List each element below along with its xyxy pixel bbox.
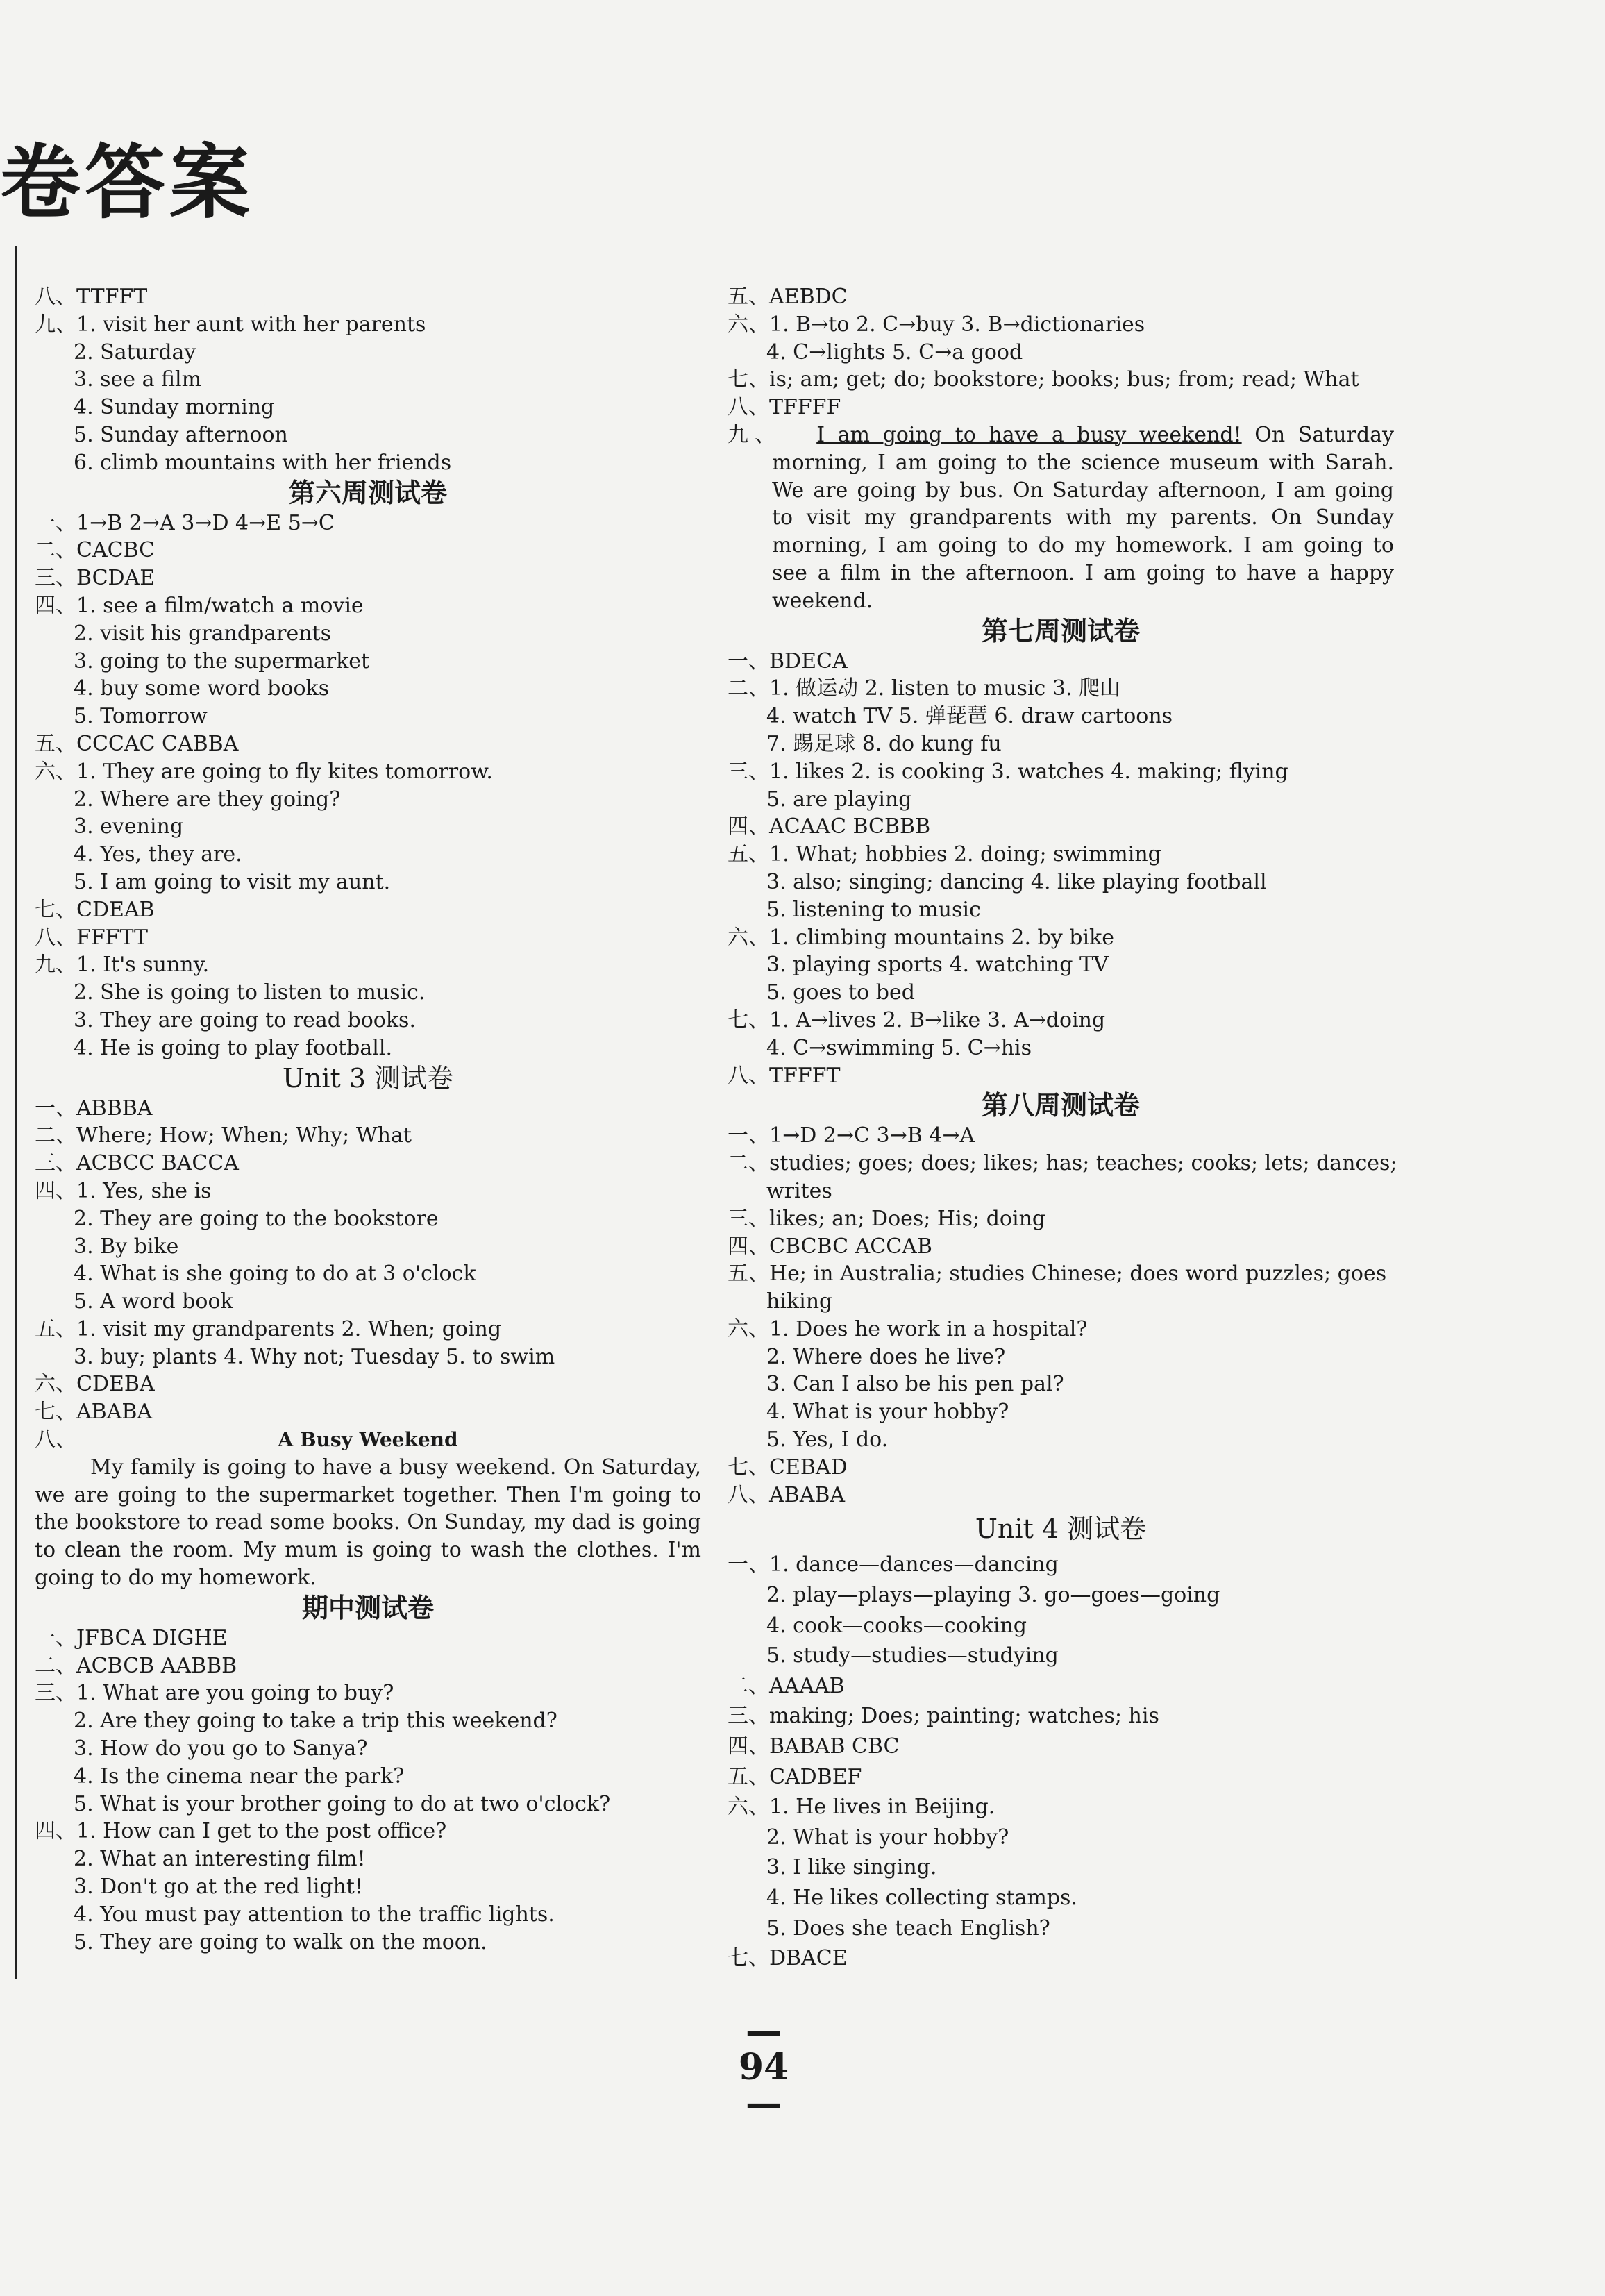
answer-line: 5. Tomorrow — [74, 704, 208, 729]
answer-line: 七、DBACE — [728, 1946, 848, 1971]
answer-line: 四、BABAB CBC — [728, 1734, 900, 1759]
answer-line: 二、ACBCB AABBB — [35, 1653, 237, 1678]
answer-line: 二、AAAAB — [728, 1673, 845, 1698]
answer-line: 6. climb mountains with her friends — [74, 450, 452, 475]
answer-line: 4. What is she going to do at 3 o'clock — [74, 1262, 476, 1287]
answer-line: 八、FFFTT — [35, 925, 149, 950]
answer-line: 一、1. dance—dances—dancing — [728, 1552, 1059, 1577]
answer-line: 七、CDEAB — [35, 897, 155, 922]
answer-line: 5. What is your brother going to do at two o'clock? — [74, 1791, 611, 1816]
answer-line: hiking — [766, 1289, 833, 1314]
answer-line: 5. Sunday afternoon — [74, 422, 288, 447]
answer-line: 二、CACBC — [35, 538, 156, 563]
answer-line: 3. also; singing; dancing 4. like playing football — [766, 869, 1267, 894]
answer-line: 4. What is your hobby? — [766, 1400, 1009, 1425]
answer-line: 2. What is your hobby? — [766, 1825, 1009, 1850]
answer-line: 3. playing sports 4. watching TV — [766, 953, 1109, 978]
left-column — [35, 283, 701, 1956]
answer-line: 5. goes to bed — [766, 980, 915, 1005]
answer-line: 四、CBCBC ACCAB — [728, 1234, 932, 1259]
answer-line: 三、likes; an; Does; His; doing — [728, 1206, 1046, 1231]
answer-line: 三、making; Does; painting; watches; his — [728, 1704, 1159, 1729]
answer-line: 五、CCCAC CABBA — [35, 731, 239, 756]
answer-line: 3. I like singing. — [766, 1855, 937, 1880]
answer-line: 5. They are going to walk on the moon. — [74, 1929, 487, 1954]
right-column — [728, 283, 1397, 1974]
answer-line: writes — [766, 1178, 832, 1203]
answer-line: 2. visit his grandparents — [74, 621, 332, 646]
answer-list — [35, 1625, 701, 1956]
answer-line: 3. buy; plants 4. Why not; Tuesday 5. to swim — [74, 1344, 555, 1369]
answer-line: 四、1. How can I get to the post office? — [35, 1819, 447, 1844]
answer-line: 六、1. climbing mountains 2. by bike — [728, 925, 1114, 950]
answer-line: 5. A word book — [74, 1289, 233, 1314]
answer-list — [35, 1095, 701, 1427]
answer-line: 4. Sunday morning — [74, 395, 275, 420]
essay-body: My family is going to have a busy weekend. On Saturday, we are going to the supermarket together. Then I'm going to the bookstore to read some books. On Sunday, my dad is going to clean the room. My mum is going to wash the clothes. I'm going to do my homework. — [35, 1455, 701, 1591]
essay-underlined-sentence: I am going to have a busy weekend! — [816, 422, 1242, 447]
answer-line: 三、1. likes 2. is cooking 3. watches 4. making; flying — [728, 759, 1288, 784]
answer-line: 5. are playing — [766, 787, 912, 812]
column-rule — [15, 246, 17, 1979]
answer-line: 3. They are going to read books. — [74, 1007, 416, 1032]
answer-line: 4. Is the cinema near the park? — [74, 1763, 405, 1788]
answer-line: 八、TFFFF — [728, 395, 841, 420]
answer-line: 五、CADBEF — [728, 1764, 862, 1789]
answer-line: 二、1. 做运动 2. listen to music 3. 爬山 — [728, 676, 1121, 701]
answer-line: 3. Can I also be his pen pal? — [766, 1372, 1064, 1397]
essay-header: 八、 A Busy Weekend — [35, 1426, 701, 1454]
answer-line: 八、TFFFT — [728, 1063, 841, 1088]
answer-line: 二、studies; goes; does; likes; has; teaches; cooks; lets; dances; — [728, 1151, 1397, 1176]
answer-line: 3. Don't go at the red light! — [74, 1875, 364, 1900]
answer-line: 二、Where; How; When; Why; What — [35, 1123, 412, 1148]
section-heading-week6: 第六周测试卷 — [288, 477, 447, 508]
answer-line: 3. see a film — [74, 367, 202, 392]
answer-line: 七、CEBAD — [728, 1455, 848, 1480]
answer-line: 2. Are they going to take a trip this weekend? — [74, 1709, 557, 1734]
answer-line: 一、BDECA — [728, 648, 848, 673]
answer-list — [728, 648, 1394, 1090]
answer-line: 4. cook—cooks—cooking — [766, 1613, 1027, 1638]
answer-line: 4. watch TV 5. 弹琵琶 6. draw cartoons — [766, 704, 1173, 729]
answer-line: 五、AEBDC — [728, 285, 848, 309]
answer-line: 四、ACAAC BCBBB — [728, 814, 931, 839]
answer-line: 九、1. It's sunny. — [35, 953, 210, 978]
answer-line: 5. study—studies—studying — [766, 1643, 1059, 1668]
answer-line: 4. You must pay attention to the traffic lights. — [74, 1902, 555, 1927]
answer-line: 2. Where does he live? — [766, 1344, 1006, 1369]
answer-line: 五、He; in Australia; studies Chinese; does word puzzles; goes — [728, 1262, 1387, 1287]
answer-line: 四、1. Yes, she is — [35, 1178, 212, 1203]
answer-line: 2. Saturday — [74, 340, 196, 364]
answer-line: 三、1. What are you going to buy? — [35, 1681, 394, 1706]
answer-line: 4. He is going to play football. — [74, 1035, 392, 1060]
answer-line: 3. evening — [74, 814, 184, 839]
section-heading-unit4: Unit 4 测试卷 — [975, 1514, 1147, 1545]
answer-list — [35, 510, 701, 1062]
page-title: 卷答案 — [0, 135, 254, 230]
answer-line: 2. She is going to listen to music. — [74, 980, 426, 1005]
page-number: —94— — [738, 2010, 789, 2125]
answer-line: 4. C→swimming 5. C→his — [766, 1035, 1032, 1060]
answer-list — [35, 283, 701, 477]
answer-line: 七、is; am; get; do; bookstore; books; bus; from; read; What — [728, 367, 1359, 392]
section-heading-unit3: Unit 3 测试卷 — [282, 1062, 454, 1093]
answer-line: 4. He likes collecting stamps. — [766, 1886, 1077, 1910]
answer-line: 五、1. What; hobbies 2. doing; swimming — [728, 842, 1161, 867]
section-heading-midterm: 期中测试卷 — [301, 1592, 434, 1623]
answer-line: 八、TTFFT — [35, 285, 148, 309]
answer-line: 5. Yes, I do. — [766, 1427, 889, 1452]
answer-line: 一、ABBBA — [35, 1096, 153, 1121]
answer-line: 3. going to the supermarket — [74, 648, 370, 673]
answer-line: 一、JFBCA DIGHE — [35, 1625, 228, 1650]
answer-line: 5. Does she teach English? — [766, 1916, 1050, 1941]
answer-line: 2. play—plays—playing 3. go—goes—going — [766, 1583, 1220, 1608]
answer-line: 三、ACBCC BACCA — [35, 1151, 239, 1176]
answer-line: 3. By bike — [74, 1234, 179, 1259]
answer-line: 六、1. He lives in Beijing. — [728, 1795, 995, 1820]
answer-line: 五、1. visit my grandparents 2. When; going — [35, 1316, 502, 1341]
answer-list — [728, 1122, 1397, 1509]
answer-line: 六、1. Does he work in a hospital? — [728, 1316, 1088, 1341]
answer-line: 4. C→lights 5. C→a good — [766, 340, 1023, 364]
essay-body: 九、 I am going to have a busy weekend! On Saturday morning, I am going to the science museum with Sarah. We are going by bus. On Saturday afternoon, I am going to visit my grandparents with my parents. On Sunday morning, I am going to do my homework. I am going to see a film in the afternoon. I am going to have a happy weekend. — [728, 422, 1395, 613]
answer-line: 一、1→B 2→A 3→D 4→E 5→C — [35, 510, 335, 535]
answer-line: 六、1. They are going to fly kites tomorrow. — [35, 759, 493, 784]
answer-line: 4. buy some word books — [74, 676, 330, 701]
answer-line: 5. I am going to visit my aunt. — [74, 869, 391, 894]
answer-line: 七、1. A→lives 2. B→like 3. A→doing — [728, 1007, 1106, 1032]
answer-line: 九、1. visit her aunt with her parents — [35, 312, 426, 337]
answer-line: 七、ABABA — [35, 1400, 153, 1425]
answer-list — [728, 283, 1394, 421]
answer-line: 2. They are going to the bookstore — [74, 1206, 439, 1231]
answer-line: 六、CDEBA — [35, 1372, 155, 1397]
answer-line: 4. Yes, they are. — [74, 842, 242, 867]
answer-line: 八、ABABA — [728, 1482, 846, 1507]
answer-line: 3. How do you go to Sanya? — [74, 1736, 368, 1761]
answer-line: 2. What an interesting film! — [74, 1847, 366, 1872]
answer-line: 2. Where are they going? — [74, 787, 341, 812]
answer-list — [728, 1550, 1394, 1973]
essay-title: A Busy Weekend — [278, 1428, 458, 1452]
section-heading-week7: 第七周测试卷 — [981, 615, 1140, 646]
answer-line: 7. 踢足球 8. do kung fu — [766, 731, 1002, 756]
answer-line: 5. listening to music — [766, 897, 981, 922]
section-heading-week8: 第八周测试卷 — [981, 1090, 1140, 1121]
answer-line: 三、BCDAE — [35, 566, 156, 591]
answer-line: 四、1. see a film/watch a movie — [35, 593, 364, 618]
answer-line: 六、1. B→to 2. C→buy 3. B→dictionaries — [728, 312, 1145, 337]
answer-line: 一、1→D 2→C 3→B 4→A — [728, 1123, 975, 1148]
